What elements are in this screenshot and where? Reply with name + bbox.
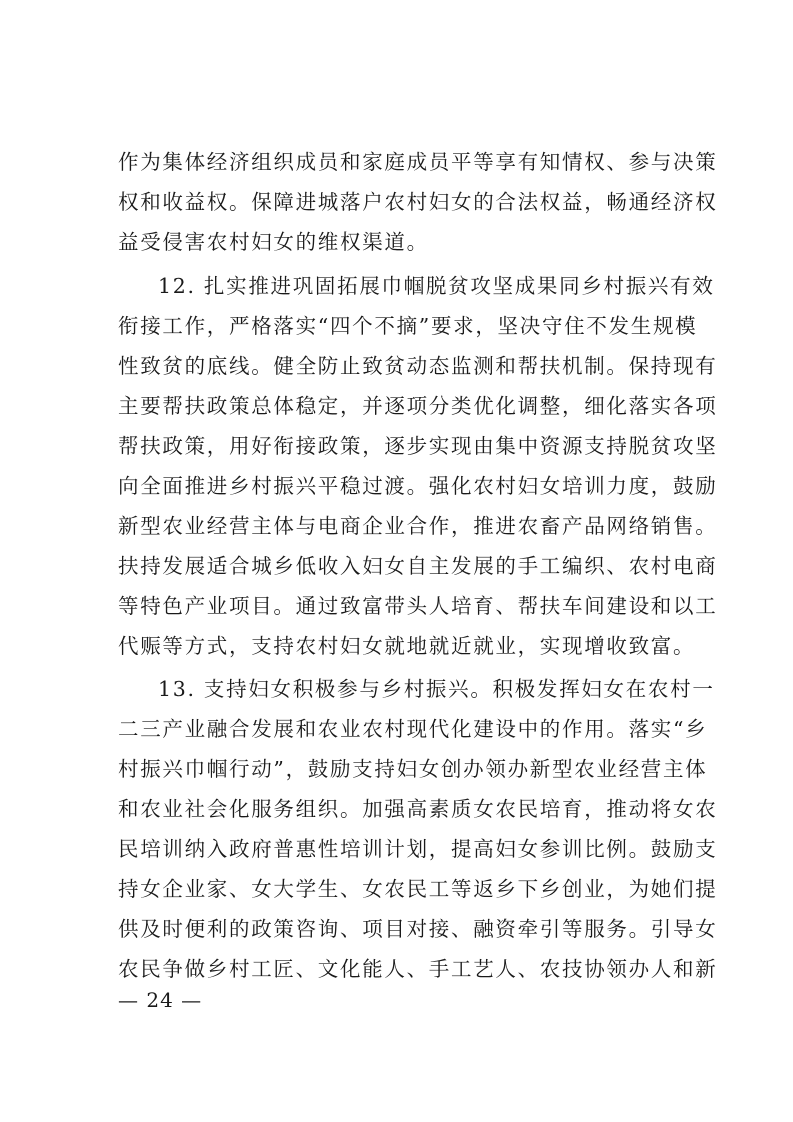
paragraph-13-start: 13. 支持妇女积极参与乡村振兴。积极发挥妇女在农村一 [158,677,715,701]
text-line: 益受侵害农村妇女的维权渠道。 [118,230,429,254]
text-line: 作为集体经济组织成员和家庭成员平等享有知情权、参与决策 [118,150,718,174]
paragraph-12-start: 12. 扎实推进巩固拓展巾帼脱贫攻坚成果同乡村振兴有效 [158,274,715,298]
text-line: 农民争做乡村工匠、文化能人、手工艺人、农技协领办人和新 [118,957,718,981]
text-line: 衔接工作，严格落实“四个不摘”要求，坚决守住不发生规模 [118,314,698,338]
text-line: 和农业社会化服务组织。加强高素质女农民培育，推动将女农 [118,797,718,821]
text-line: 村振兴巾帼行动”，鼓励支持妇女创办领办新型农业经营主体 [118,757,708,781]
text-line: 二三产业融合发展和农业农村现代化建设中的作用。落实“乡 [118,717,708,741]
text-line: 供及时便利的政策咨询、项目对接、融资牵引等服务。引导女 [118,917,718,941]
text-line: 代赈等方式，支持农村妇女就地就近就业，实现增收致富。 [118,634,696,658]
page-number: — 24 — [118,988,203,1012]
text-line: 新型农业经营主体与电商企业合作，推进农畜产品网络销售。 [118,514,718,538]
text-line: 性致贫的底线。健全防止致贫动态监测和帮扶机制。保持现有 [118,354,718,378]
text-line: 帮扶政策，用好衔接政策，逐步实现由集中资源支持脱贫攻坚 [118,434,718,458]
text-line: 持女企业家、女大学生、女农民工等返乡下乡创业，为她们提 [118,877,718,901]
text-line: 向全面推进乡村振兴平稳过渡。强化农村妇女培训力度，鼓励 [118,474,718,498]
text-line: 等特色产业项目。通过致富带头人培育、帮扶车间建设和以工 [118,594,718,618]
text-line: 扶持发展适合城乡低收入妇女自主发展的手工编织、农村电商 [118,554,718,578]
text-line: 主要帮扶政策总体稳定，并逐项分类优化调整，细化落实各项 [118,394,718,418]
text-line: 权和收益权。保障进城落户农村妇女的合法权益，畅通经济权 [118,190,718,214]
text-line: 民培训纳入政府普惠性培训计划，提高妇女参训比例。鼓励支 [118,837,718,861]
